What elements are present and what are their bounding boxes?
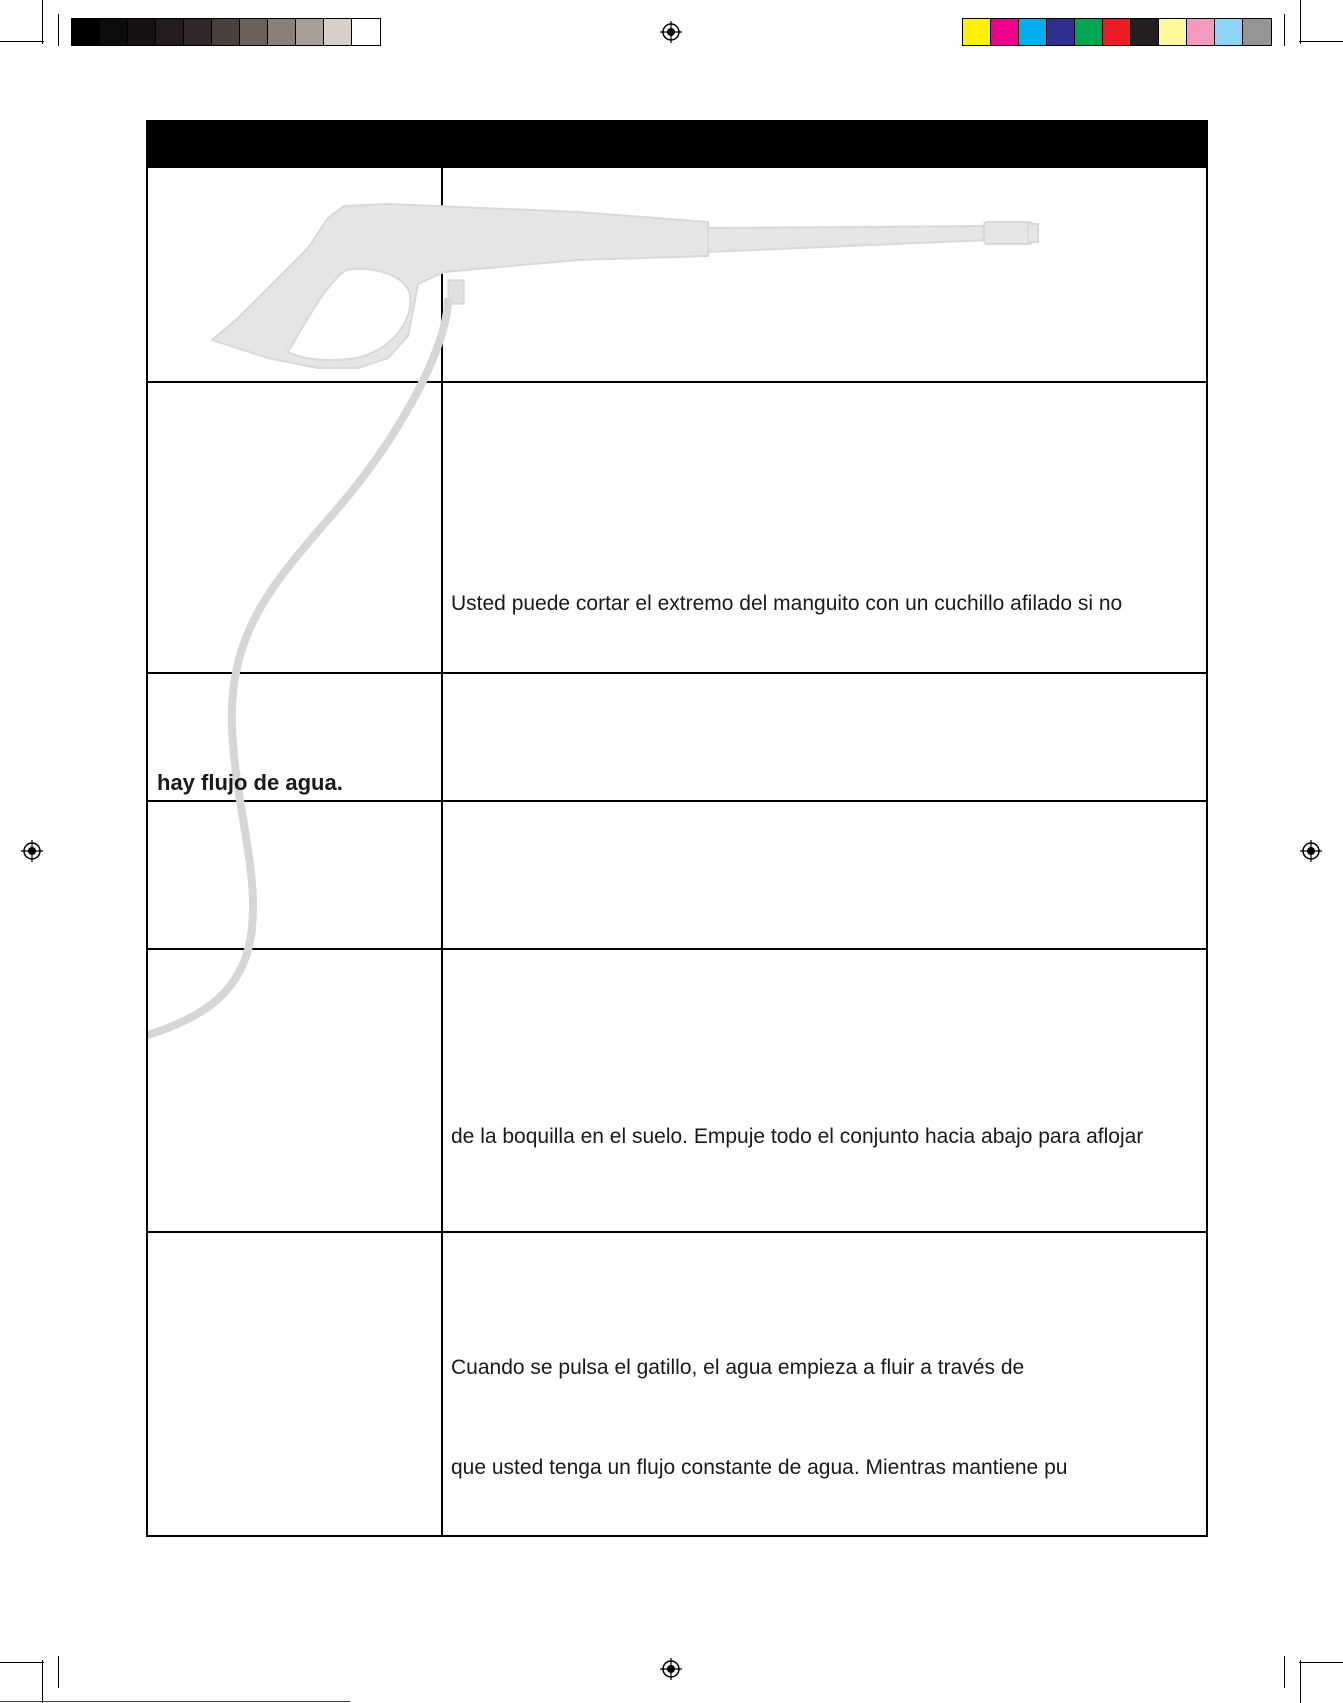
color-swatch	[991, 19, 1019, 45]
bottom-edge-line	[0, 1701, 350, 1702]
color-swatch	[1187, 19, 1215, 45]
color-swatch	[240, 19, 268, 45]
color-swatch	[1075, 19, 1103, 45]
color-swatch	[1215, 19, 1243, 45]
color-swatch	[1159, 19, 1187, 45]
registration-mark-right-icon	[1300, 840, 1322, 862]
color-swatch	[128, 19, 156, 45]
color-swatch	[352, 19, 380, 45]
color-swatch	[1131, 19, 1159, 45]
row-6-right-text: Cuando se pulsa el gatillo, el agua empieza a fluir a través de	[451, 1356, 1025, 1379]
grayscale-swatch-bar	[71, 18, 381, 46]
color-swatch	[1047, 19, 1075, 45]
row-5-right-text: de la boquilla en el suelo. Empuje todo el conjunto hacia abajo para aflojar	[451, 1125, 1144, 1148]
color-swatch	[184, 19, 212, 45]
troubleshooting-table	[146, 120, 1208, 1537]
row-2-right-text: Usted puede cortar el extremo del manguito con un cuchillo afilado si no	[451, 592, 1123, 615]
color-swatch	[72, 19, 100, 45]
row-divider	[148, 1231, 1206, 1233]
color-swatch	[963, 19, 991, 45]
spray-gun-illustration-icon	[148, 168, 1210, 1068]
color-swatch	[100, 19, 128, 45]
color-swatch	[156, 19, 184, 45]
registration-mark-left-icon	[21, 840, 43, 862]
color-swatch	[212, 19, 240, 45]
registration-mark-bottom-icon	[660, 1658, 682, 1680]
row-3-left-text: hay flujo de agua.	[157, 770, 343, 795]
color-swatch	[1019, 19, 1047, 45]
color-swatch	[296, 19, 324, 45]
color-swatch	[268, 19, 296, 45]
color-swatch	[1243, 19, 1271, 45]
color-swatch	[324, 19, 352, 45]
color-swatch	[1103, 19, 1131, 45]
registration-mark-top-icon	[660, 21, 682, 43]
color-swatch-bar	[962, 18, 1272, 46]
row-6-right-text-2: que usted tenga un flujo constante de agua. Mientras mantiene pu	[451, 1456, 1068, 1479]
table-header-bar	[148, 122, 1206, 168]
